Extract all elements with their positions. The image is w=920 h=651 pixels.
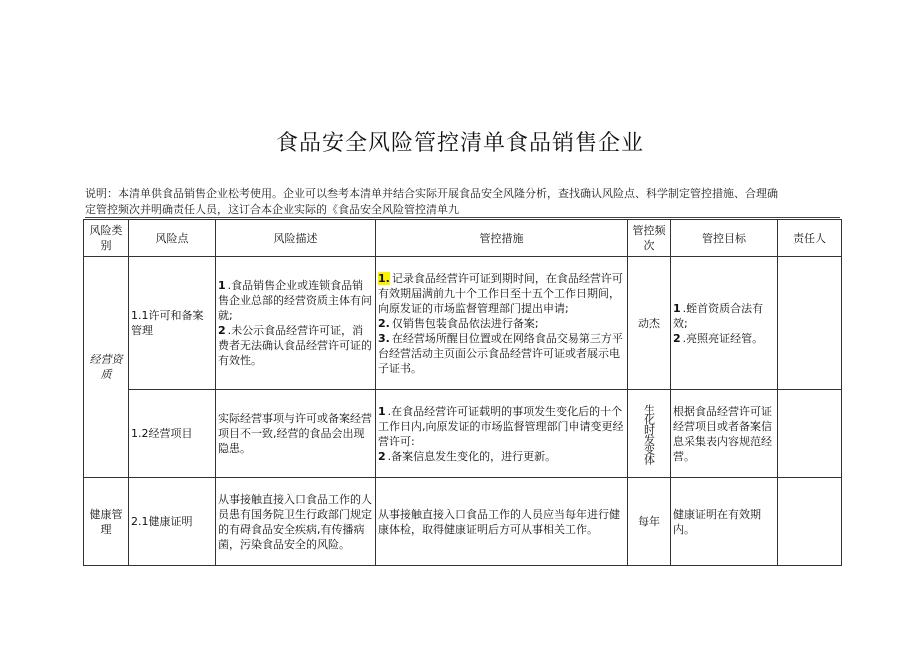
risk-control-table [83,219,842,566]
responsible-person-cell [778,257,842,390]
description-item [218,323,373,368]
frequency-cell: 每年 [628,478,671,566]
header-control-frequency: 管控频次 [628,220,671,257]
header-control-measures: 管控措施 [376,220,628,257]
header-risk-point: 风险点 [129,220,216,257]
risk-description-cell [216,390,376,478]
item-text: .蛭首资质合法有效; [673,301,764,330]
risk-point-cell: 2.1健康证明 [129,478,216,566]
frequency-cell [628,390,671,478]
table-header-row [84,220,842,257]
header-risk-description: 风险描述 [216,220,376,257]
item-number-highlighted: 1. [378,271,390,285]
item-number: 2. [378,316,390,330]
table-row [84,257,842,390]
measure-item [378,271,625,316]
item-number: 2 [673,331,681,345]
item-text: .未公示食品经营许可证，消费者无法确认食品经营许可证的有效性。 [218,324,372,367]
table-row [84,478,842,566]
risk-point-cell: 1.2经营项目 [129,390,216,478]
item-number: 1 [673,301,681,315]
target-item: 健康证明在有效期内。 [673,507,761,536]
responsible-person-cell [778,390,842,478]
instructions-note [85,186,840,218]
item-number: 1 [378,404,386,418]
item-text: 记录食品经营许可证到期时间，在食品经营许可有效期届满前九十个工作日至十五个工作日期间，向原发证的市场监督管理部门提出申请; [378,271,623,315]
measure-item: 从事接触直接入口食品工作的人员应当每年进行健康体检，取得健康证明后方可从事相关工作。 [378,507,620,536]
note-line-1: 说明：本清单供食品销售企业松考使用。企业可以叁考本清单并结合实际开展食品安全风隆分析，查找确认风险点、科学制定管控措施、合理确 [85,187,778,200]
risk-point-cell: 1.1许可和备案管理 [129,257,216,390]
category-cell: 经营资质 [84,257,129,478]
control-target-cell [671,257,778,390]
item-text: .备案信息发生变化的，进行更新。 [387,449,557,463]
control-measures-cell [376,257,628,390]
item-text: 在经营场所醒目位置或在网络食品交易第三方平台经营活动主页面公示食品经营许可证或者展示电子证书。 [378,331,623,375]
control-target-cell [671,478,778,566]
item-number: 1 [218,279,226,292]
control-measures-cell [376,478,628,566]
frequency-cell: 动杰 [628,257,671,390]
note-line-2: 定管控频次并明确责任人员，这订合本企业实际的《食品安全风险管控清单九 [85,203,459,216]
note-underline [85,217,840,218]
frequency-vertical-text: 生化时发变体 [642,403,656,464]
responsible-person-cell [778,478,842,566]
item-number: 2 [378,449,386,463]
description-item [218,278,373,323]
item-text: .亮照亮证经管。 [682,331,764,345]
header-risk-category: 风险类别 [84,220,129,257]
risk-description-cell [216,257,376,390]
header-control-target: 管控目标 [671,220,778,257]
item-text: .食品销售企业或连锁食品销售企业总部的经营资质主体有问就; [218,279,372,322]
measure-item [378,331,625,376]
item-number: 3. [378,331,390,345]
item-text: 仅销售包装食品依法进行备案; [391,316,539,330]
item-number: 2 [218,324,226,337]
measure-item [378,449,625,464]
target-item [673,331,775,346]
target-item: 根据食品经营许可证经营项目或者备案信息采集表内容规范经营。 [673,404,772,463]
risk-description-cell [216,478,376,566]
item-text: .在食品经营许可证载明的事项发生变化后的十个工作日内,向原发证的市场监督管理部门申请变更经营许可: [378,404,624,448]
header-responsible-person: 责任人 [778,220,842,257]
description-item: 实际经营事项与许可或备案经营项目不一致,经营的食品会出现隐患。 [218,412,372,455]
target-item [673,301,775,331]
description-item: 从事接触直接入口食品工作的人员患有国务院卫生行政部门规定的有碍食品安全疾病,有传播病菌，污染食品安全的风险。 [218,492,372,551]
control-target-cell [671,390,778,478]
measure-item [378,404,625,449]
page-title: 食品安全风险管控清单食品销售企业 [275,131,644,156]
table-row [84,390,842,478]
category-cell: 健康管理 [84,478,129,566]
control-measures-cell [376,390,628,478]
measure-item [378,316,625,331]
